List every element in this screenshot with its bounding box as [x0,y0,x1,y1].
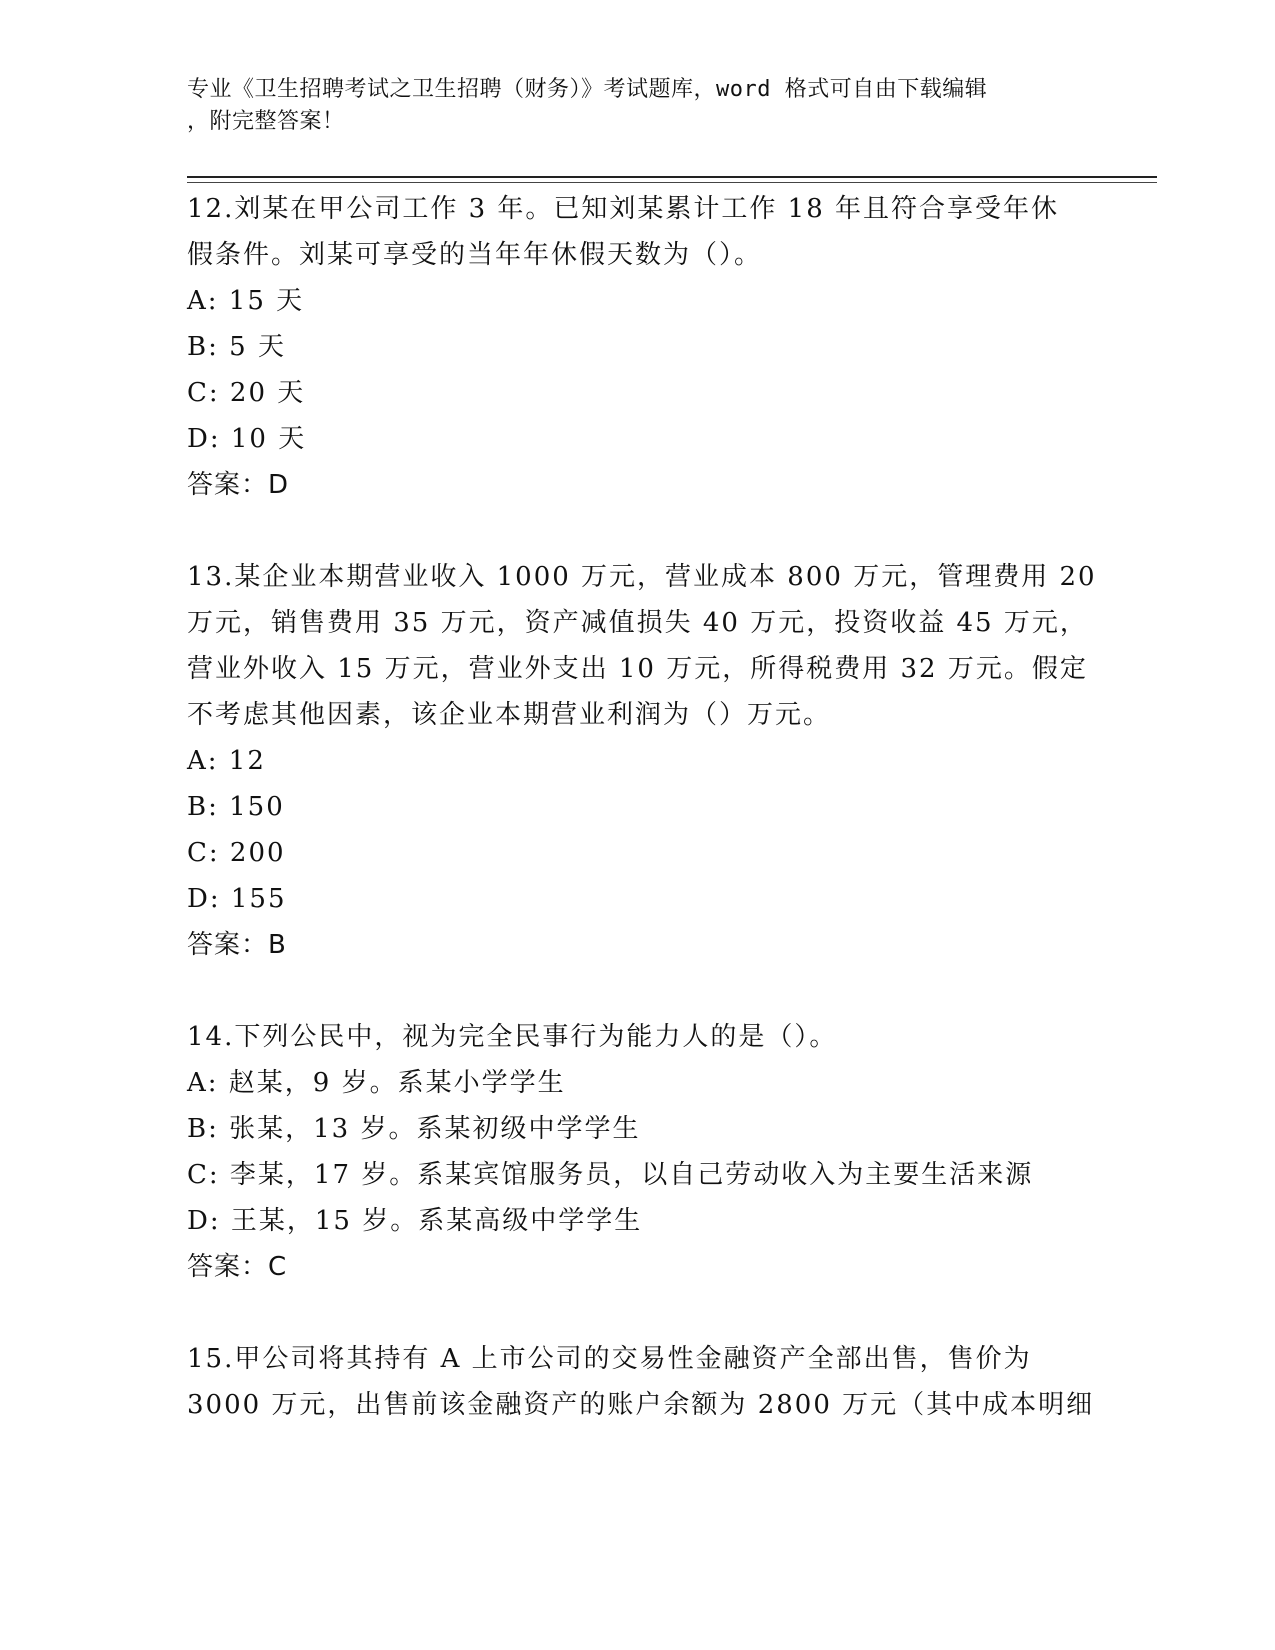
option-d: D: 155 [187,884,287,914]
question-text: 12.刘某在甲公司工作 3 年。已知刘某累计工作 18 年且符合享受年休 [187,194,1060,224]
option-c: C: 200 [187,838,286,868]
question-text: 3000 万元，出售前该金融资产的账户余额为 2800 万元（其中成本明细 [187,1390,1095,1420]
question-13 [187,554,1097,968]
header-line: ，附完整答案！ [187,109,345,134]
option-c: C: 李某，17 岁。系某宾馆服务员，以自己劳动收入为主要生活来源 [187,1160,1034,1190]
question-text: 15.甲公司将其持有 A 上市公司的交易性金融资产全部出售，售价为 [187,1344,1032,1374]
option-b: B: 5 天 [187,332,286,362]
question-14 [187,1014,1087,1290]
question-text: 营业外收入 15 万元，营业外支出 10 万元，所得税费用 32 万元。假定 [187,654,1088,684]
option-a: A: 赵某，9 岁。系某小学学生 [187,1068,566,1098]
question-text: 不考虑其他因素，该企业本期营业利润为（）万元。 [187,700,832,730]
option-a: A: 12 [187,746,266,776]
answer: 答案：C [187,1252,288,1282]
option-d: D: 10 天 [187,424,307,454]
question-15 [187,1336,1095,1428]
header-line: 专业《卫生招聘考试之卫生招聘（财务）》考试题库，word 格式可自由下载编辑 [187,77,988,102]
option-b: B: 张某，13 岁。系某初级中学学生 [187,1114,641,1144]
option-b: B: 150 [187,792,285,822]
option-c: C: 20 天 [187,378,306,408]
question-text: 13.某企业本期营业收入 1000 万元，营业成本 800 万元，管理费用 20 [187,562,1097,592]
header-divider-thin [187,182,1157,183]
option-d: D: 王某，15 岁。系某高级中学学生 [187,1206,643,1236]
question-text: 假条件。刘某可享受的当年年休假天数为（）。 [187,240,763,270]
answer: 答案：B [187,930,287,960]
answer: 答案：D [187,470,290,500]
document-header [187,74,1087,138]
question-12 [187,186,1087,508]
header-divider-thick [187,176,1157,178]
question-text: 14.下列公民中，视为完全民事行为能力人的是（）。 [187,1022,838,1052]
question-text: 万元，销售费用 35 万元，资产减值损失 40 万元，投资收益 45 万元， [187,608,1088,638]
option-a: A: 15 天 [187,286,305,316]
